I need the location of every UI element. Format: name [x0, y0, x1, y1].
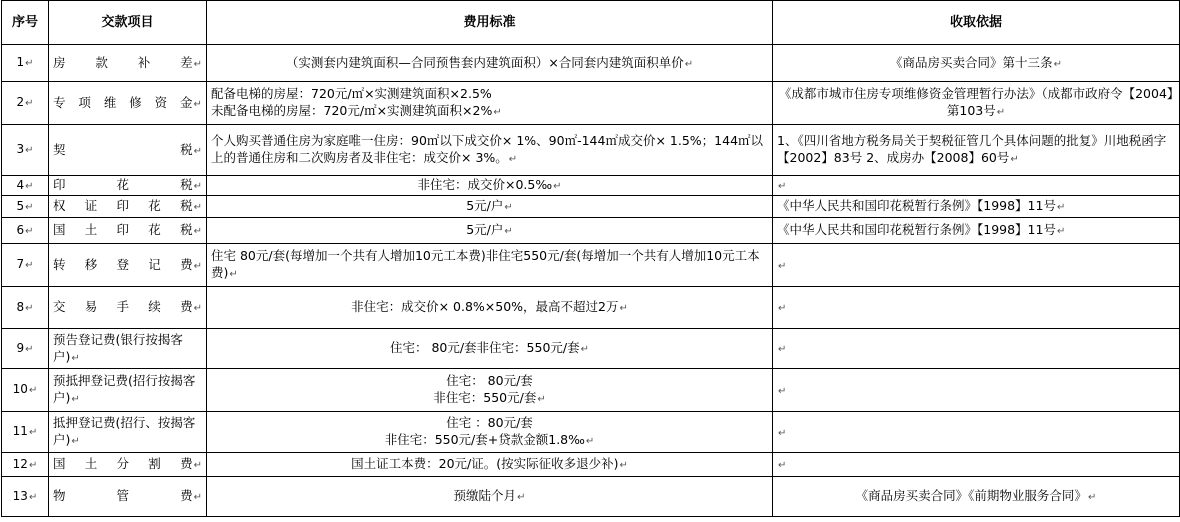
row-item — [49, 369, 207, 412]
standard-line: 预缴陆个月↵ — [453, 488, 526, 503]
row-basis — [773, 82, 1180, 125]
row-no: 2↵ — [2, 82, 49, 125]
table-row — [2, 125, 1180, 176]
item-text: 抵押登记费(招行、按揭客户)↵ — [53, 415, 196, 447]
item-text: 预告登记费(银行按揭客户)↵ — [53, 331, 183, 364]
table-row — [2, 329, 1180, 369]
row-no: 1↵ — [2, 45, 49, 82]
standard-line: 住宅： 80元/套 — [446, 373, 533, 388]
row-standard — [207, 218, 773, 244]
row-no: 7↵ — [2, 244, 49, 287]
row-basis: ↵ — [773, 412, 1180, 453]
row-item — [49, 477, 207, 517]
item-text: 房 款 补 差↵ — [53, 54, 202, 70]
standard-line: 5元/户↵ — [466, 222, 513, 237]
row-basis: ↵ — [773, 453, 1180, 477]
item-text: 权 证 印 花 税↵ — [53, 198, 202, 213]
header-item: 交款项目 — [49, 1, 207, 45]
basis-line: 《中华人民共和国印花税暂行条例》【1998】11号↵ — [777, 198, 1066, 213]
row-standard — [207, 45, 773, 82]
basis-line: 《商品房买卖合同》第十三条↵ — [890, 54, 1062, 70]
standard-line: 5元/户↵ — [466, 198, 513, 213]
row-standard — [207, 477, 773, 517]
header-basis: 收取依据 — [773, 1, 1180, 45]
item-text: 物 管 费↵ — [53, 488, 202, 503]
row-item — [49, 125, 207, 176]
row-item — [49, 329, 207, 369]
row-basis: ↵ — [773, 176, 1180, 196]
row-item — [49, 196, 207, 218]
table-row — [2, 477, 1180, 517]
basis-line: 《商品房买卖合同》《前期物业服务合同》↵ — [855, 488, 1097, 503]
item-text: 国 土 印 花 税↵ — [53, 222, 202, 237]
row-item — [49, 82, 207, 125]
standard-line: 未配备电梯的房屋：720元/㎡×实测建筑面积×2%↵ — [211, 103, 502, 118]
standard-line: 个人购买普通住房为家庭唯一住房：90㎡以下成交价× 1%、90㎡-144㎡成交价× 1.5%；144㎡以上的普通住房和二次购房者及非住宅：成交价× 3%。↵ — [211, 133, 764, 165]
row-item — [49, 412, 207, 453]
row-standard — [207, 369, 773, 412]
row-basis: ↵ — [773, 369, 1180, 412]
table-row — [2, 176, 1180, 196]
row-standard — [207, 453, 773, 477]
row-no: 11↵ — [2, 412, 49, 453]
row-no: 6↵ — [2, 218, 49, 244]
row-basis: ↵ — [773, 287, 1180, 329]
table-row — [2, 412, 1180, 453]
table-row — [2, 453, 1180, 477]
table-row — [2, 218, 1180, 244]
row-no: 3↵ — [2, 125, 49, 176]
standard-line: 住宅 80元/套(每增加一个共有人增加10元工本费)非住宅550元/套(每增加一个共有人增加10元工本费)↵ — [211, 248, 760, 280]
basis-line: 《中华人民共和国印花税暂行条例》【1998】11号↵ — [777, 222, 1066, 237]
standard-line: 非住宅：成交价×0.5‰↵ — [417, 177, 562, 192]
row-basis — [773, 196, 1180, 218]
row-item — [49, 176, 207, 196]
row-basis — [773, 218, 1180, 244]
row-no: 12↵ — [2, 453, 49, 477]
header-standard: 费用标准 — [207, 1, 773, 45]
row-basis: ↵ — [773, 244, 1180, 287]
header-no: 序号 — [2, 1, 49, 45]
row-standard — [207, 329, 773, 369]
row-standard — [207, 412, 773, 453]
table-row — [2, 244, 1180, 287]
basis-line: 《成都市城市住房专项维修资金管理暂行办法》（成都市政府令【2004】第103号↵ — [778, 86, 1174, 118]
item-text: 交 易 手 续 费↵ — [53, 299, 202, 314]
standard-line: 住宅 ：80元/套 — [446, 415, 533, 430]
row-standard — [207, 196, 773, 218]
row-item — [49, 453, 207, 477]
item-text: 专 项 维 修 资 金↵ — [53, 94, 202, 110]
row-item — [49, 244, 207, 287]
row-item — [49, 218, 207, 244]
row-no: 8↵ — [2, 287, 49, 329]
standard-line: 非住宅：550元/套↵ — [433, 390, 546, 405]
standard-line: 配备电梯的房屋：720元/㎡×实测建筑面积×2.5% — [211, 86, 492, 101]
row-item — [49, 45, 207, 82]
row-basis — [773, 125, 1180, 176]
table-row — [2, 45, 1180, 82]
standard-line: 非住宅：550元/套+贷款金额1.8‰↵ — [384, 432, 595, 447]
header-row — [2, 1, 1180, 45]
standard-line: 非住宅：成交价× 0.8%×50%，最高不超过2万↵ — [351, 299, 628, 314]
standard-line: （实测套内建筑面积—合同预售套内建筑面积）×合同套内建筑面积单价↵ — [285, 54, 694, 70]
basis-line: 1、《四川省地方税务局关于契税征管几个具体问题的批复》川地税函字【2002】83号 2、成房办【2008】60号↵ — [777, 133, 1167, 165]
table-row — [2, 287, 1180, 329]
row-no: 4↵ — [2, 176, 49, 196]
row-basis — [773, 45, 1180, 82]
row-no: 13↵ — [2, 477, 49, 517]
item-text: 契 税↵ — [53, 141, 202, 157]
row-basis — [773, 477, 1180, 517]
table-row — [2, 82, 1180, 125]
table-row — [2, 196, 1180, 218]
table-row — [2, 369, 1180, 412]
row-standard — [207, 176, 773, 196]
standard-line: 国土证工本费：20元/证。(按实际征收多退少补)↵ — [351, 456, 628, 471]
row-no: 5↵ — [2, 196, 49, 218]
row-basis: ↵ — [773, 329, 1180, 369]
row-item — [49, 287, 207, 329]
row-standard — [207, 82, 773, 125]
row-standard — [207, 287, 773, 329]
row-no: 10↵ — [2, 369, 49, 412]
fee-table — [1, 0, 1180, 517]
standard-line: 住宅： 80元/套非住宅：550元/套↵ — [389, 340, 590, 355]
row-no: 9↵ — [2, 329, 49, 369]
item-text: 转 移 登 记 费↵ — [53, 256, 202, 272]
item-text: 印 花 税↵ — [53, 177, 202, 192]
item-text: 国 土 分 割 费↵ — [53, 456, 202, 471]
row-standard — [207, 244, 773, 287]
item-text: 预抵押登记费(招行按揭客户)↵ — [53, 373, 196, 405]
row-standard — [207, 125, 773, 176]
